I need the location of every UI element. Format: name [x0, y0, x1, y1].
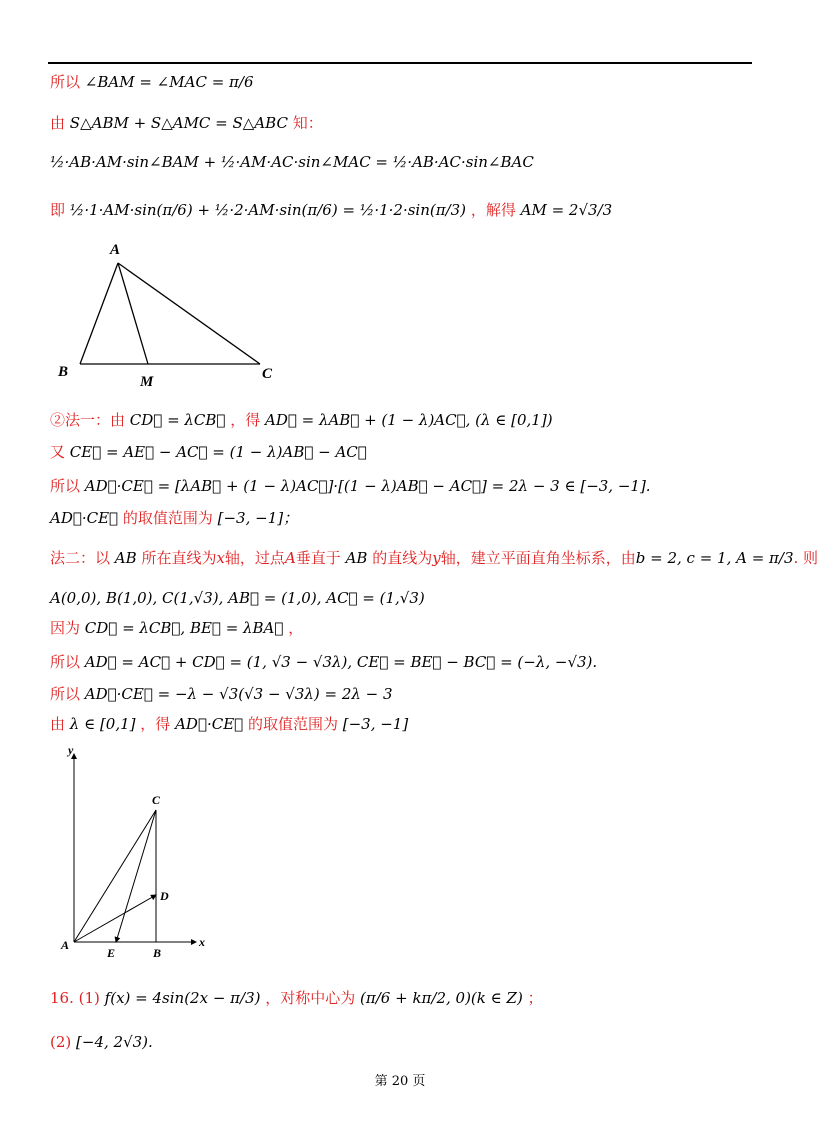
q1-text3: 轴，过点: [224, 549, 285, 567]
triangle-figure: [50, 236, 290, 392]
q5-label: 所以: [50, 685, 81, 703]
vector-ad: [74, 895, 156, 942]
q1-text1: 法二：以: [50, 549, 111, 567]
line-p2: [50, 442, 367, 462]
q1-a: A: [284, 549, 296, 567]
line-q3: [50, 618, 303, 638]
q1-text4: 垂直于: [295, 549, 341, 567]
l4-result: AM = 2√3/3: [520, 201, 613, 219]
line-q6: [50, 714, 408, 734]
q3-end: ，: [288, 619, 304, 637]
p4-math: AD⃗·CE⃗: [50, 509, 119, 527]
line-a2: [50, 1032, 153, 1052]
line-p3: [50, 476, 651, 496]
line-q4: [50, 652, 597, 672]
q6-mid: ，得: [140, 715, 171, 733]
line-4: [50, 200, 612, 220]
q1-text5: 的直线为: [372, 549, 433, 567]
label-m: M: [140, 374, 154, 390]
vector-ce: [116, 810, 156, 942]
q4-math: AD⃗ = AC⃗ + CD⃗ = (1, √3 − √3λ), CE⃗ = BE⃗ − BC⃗ = (−λ, −√3).: [84, 653, 598, 671]
q1-math: b = 2, c = 1, A = π/3: [635, 549, 794, 567]
a1-num: 16.: [50, 989, 74, 1007]
label-c-point: C: [152, 793, 161, 807]
p3-math: AD⃗·CE⃗ = [λAB⃗ + (1 − λ)AC⃗]·[(1 − λ)AB⃗ − AC⃗] = 2λ − 3 ∈ [−3, −1].: [84, 477, 651, 495]
l2-label: 由: [50, 114, 66, 132]
line-1: [50, 72, 253, 92]
line-p1: [50, 410, 553, 430]
p1-label: ②法一：由: [50, 411, 126, 429]
q1-text2: 所在直线为: [141, 549, 217, 567]
l1-math: ∠BAM = ∠MAC = π/6: [84, 73, 254, 91]
q3-math: CD⃗ = λCB⃗, BE⃗ = λBA⃗: [84, 619, 284, 637]
l2-suffix: 知：: [292, 114, 323, 132]
q1-y: y: [432, 549, 441, 567]
p1-mid: ，得: [230, 411, 261, 429]
q6-range: [−3, −1]: [342, 715, 409, 733]
l3-math: ½·AB·AM·sin∠BAM + ½·AM·AC·sin∠MAC = ½·AB·AC·sin∠BAC: [50, 153, 534, 171]
l4-label: 即: [50, 201, 66, 219]
a2-part: (2): [50, 1033, 72, 1051]
q6-math1: λ ∈ [0,1]: [69, 715, 136, 733]
q2-math: A(0,0), B(1,0), C(1,√3), AB⃗ = (1,0), AC⃗ = (1,√3): [50, 589, 425, 607]
q6-label: 由: [50, 715, 66, 733]
line-q5: [50, 684, 393, 704]
q1-text7: . 则: [793, 549, 818, 567]
l1-label: 所以: [50, 73, 81, 91]
p1-math1: CD⃗ = λCB⃗: [129, 411, 226, 429]
q5-math: AD⃗·CE⃗ = −λ − √3(√3 − √3λ) = 2λ − 3: [84, 685, 393, 703]
q1-ab1: AB: [114, 549, 137, 567]
q6-math2: AD⃗·CE⃗: [175, 715, 244, 733]
label-b: B: [58, 364, 69, 380]
line-2: [50, 113, 323, 133]
q3-label: 因为: [50, 619, 81, 637]
a1-part: (1): [78, 989, 100, 1007]
label-c: C: [262, 366, 273, 382]
a1-math: f(x) = 4sin(2x − π/3): [104, 989, 261, 1007]
p2-label: 又: [50, 443, 66, 461]
label-y-axis: y: [68, 743, 74, 757]
label-a-point: A: [61, 938, 70, 952]
l4-math: ½·1·AM·sin(π/6) + ½·2·AM·sin(π/6) = ½·1·2·sin(π/3): [69, 201, 467, 219]
q4-label: 所以: [50, 653, 81, 671]
segment-ac: [74, 810, 156, 942]
p1-math2: AD⃗ = λAB⃗ + (1 − λ)AC⃗, (λ ∈ [0,1]): [265, 411, 553, 429]
a1-text: ，对称中心为: [265, 989, 356, 1007]
side-ac: [118, 263, 260, 364]
a1-end: ；: [527, 989, 543, 1007]
label-e-point: E: [107, 946, 116, 960]
line-a1: [50, 988, 543, 1008]
p4-text: 的取值范围为: [122, 509, 213, 527]
l4-mid: ，解得: [470, 201, 516, 219]
a1-center: (π/6 + kπ/2, 0)(k ∈ Z): [360, 989, 523, 1007]
label-x-axis: x: [199, 935, 205, 949]
p3-label: 所以: [50, 477, 81, 495]
line-q2: [50, 588, 425, 608]
line-3: [50, 152, 534, 172]
top-rule: [48, 62, 752, 64]
label-a: A: [110, 242, 121, 258]
p4-range: [−3, −1]；: [217, 509, 299, 527]
label-b-point: B: [153, 946, 162, 960]
side-ab: [80, 263, 118, 364]
q1-text6: 轴，建立平面直角坐标系，由: [440, 549, 636, 567]
p2-math: CE⃗ = AE⃗ − AC⃗ = (1 − λ)AB⃗ − AC⃗: [69, 443, 367, 461]
line-p4: [50, 508, 298, 528]
q1-ab2: AB: [345, 549, 368, 567]
line-q1: [50, 548, 818, 568]
coordinate-figure: [56, 742, 216, 960]
q1-x: x: [216, 549, 225, 567]
q6-text: 的取值范围为: [247, 715, 338, 733]
label-d-point: D: [160, 889, 169, 903]
page-number: 第 20 页: [374, 1074, 426, 1089]
segment-am: [118, 263, 148, 364]
a2-math: [−4, 2√3).: [76, 1033, 153, 1051]
l2-math: S△ABM + S△AMC = S△ABC: [69, 114, 288, 132]
